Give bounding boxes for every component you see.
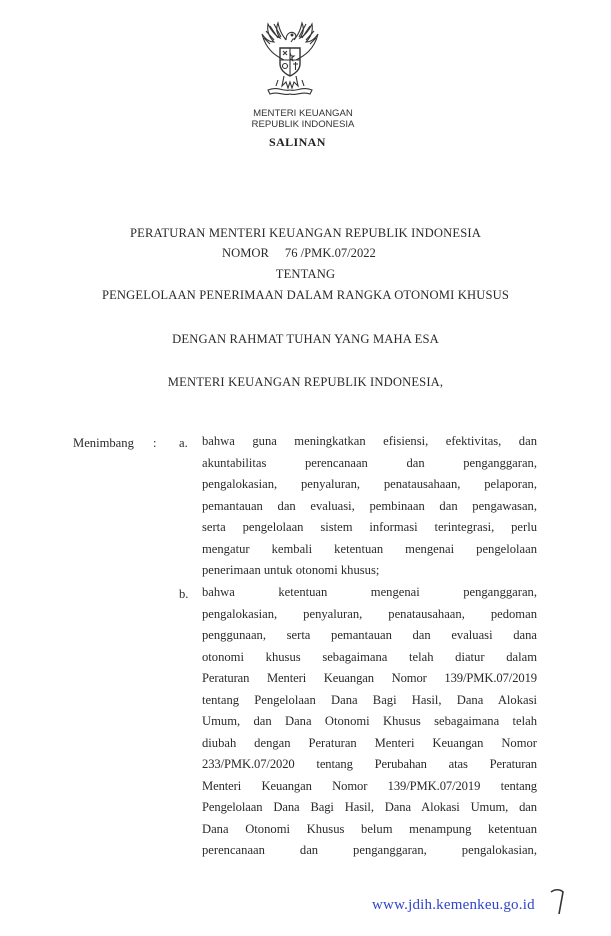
item-a-line: akuntabilitas perencanaan dan penganggaran, [202, 455, 537, 470]
item-b-line: perencanaan dan penganggaran, pengalokasian, [202, 843, 537, 857]
item-b-line: diubah dengan Peraturan Menteri Keuangan Nomor [202, 735, 537, 750]
ministry-heading [243, 108, 363, 130]
section-label-menimbang: Menimbang [73, 436, 134, 450]
item-b-line: penggunaan, serta pemantauan dan evaluasi dana [202, 628, 537, 642]
page-mark-icon [548, 886, 568, 916]
item-b-line: Umum, dan Dana Otonomi Khusus sebagaimana telah [202, 714, 537, 728]
nomor-value: 76 /PMK.07/2022 [284, 246, 376, 260]
item-a-line: pemantauan dan evaluasi, pembinaan dan pengawasan, [202, 498, 537, 513]
regulation-number [222, 246, 376, 261]
section-colon: : [153, 436, 157, 450]
invocation: DENGAN RAHMAT TUHAN YANG MAHA ESA [172, 332, 439, 346]
ministry-line-2: REPUBLIK INDONESIA [251, 119, 355, 130]
nomor-label: NOMOR [222, 246, 269, 260]
item-b-line: Menteri Keuangan Nomor 139/PMK.07/2019 tentang [202, 778, 537, 793]
item-letter-a: a. [179, 436, 188, 450]
item-b-line: pengalokasian, penyaluran, penatausahaan, pedoman [202, 606, 537, 621]
garuda-emblem-icon [254, 20, 326, 100]
item-b-line: 233/PMK.07/2020 tentang Perubahan atas Peraturan [202, 757, 537, 771]
item-b-line: Dana Otonomi Khusus belum menampung ketentuan [202, 821, 537, 836]
item-b-line: otonomi khusus sebagaimana telah diatur dalam [202, 649, 537, 664]
item-a-line: serta pengelolaan sistem informasi terintegrasi, perlu [202, 520, 537, 534]
tentang-heading: TENTANG [275, 267, 336, 281]
item-b-paragraph [202, 582, 537, 862]
item-a-line: mengatur kembali ketentuan mengenai pengelolaan [202, 541, 537, 556]
item-a-line: bahwa guna meningkatkan efisiensi, efektivitas, dan [202, 434, 537, 448]
item-b-line: Peraturan Menteri Keuangan Nomor 139/PMK.07/2019 [202, 671, 537, 685]
item-b-line: bahwa ketentuan mengenai penganggaran, [202, 585, 537, 599]
copy-label: SALINAN [269, 135, 326, 149]
footer-url-link[interactable]: www.jdih.kemenkeu.go.id [372, 897, 535, 913]
item-letter-b: b. [179, 587, 189, 601]
ministry-line-1: MENTERI KEUANGAN [253, 108, 353, 119]
item-a-line: penerimaan untuk otonomi khusus; [202, 563, 380, 577]
item-a-line: pengalokasian, penyaluran, penatausahaan, pelaporan, [202, 477, 537, 491]
item-b-line: Pengelolaan Dana Bagi Hasil, Dana Alokasi Umum, dan [202, 800, 537, 814]
item-a-paragraph [202, 431, 537, 582]
issuer-heading: MENTERI KEUANGAN REPUBLIK INDONESIA, [167, 375, 444, 389]
regulation-subject: PENGELOLAAN PENERIMAAN DALAM RANGKA OTONOMI KHUSUS [101, 288, 510, 302]
regulation-title: PERATURAN MENTERI KEUANGAN REPUBLIK INDONESIA [130, 226, 481, 240]
item-b-line: tentang Pengelolaan Dana Bagi Hasil, Dana Alokasi [202, 692, 537, 707]
